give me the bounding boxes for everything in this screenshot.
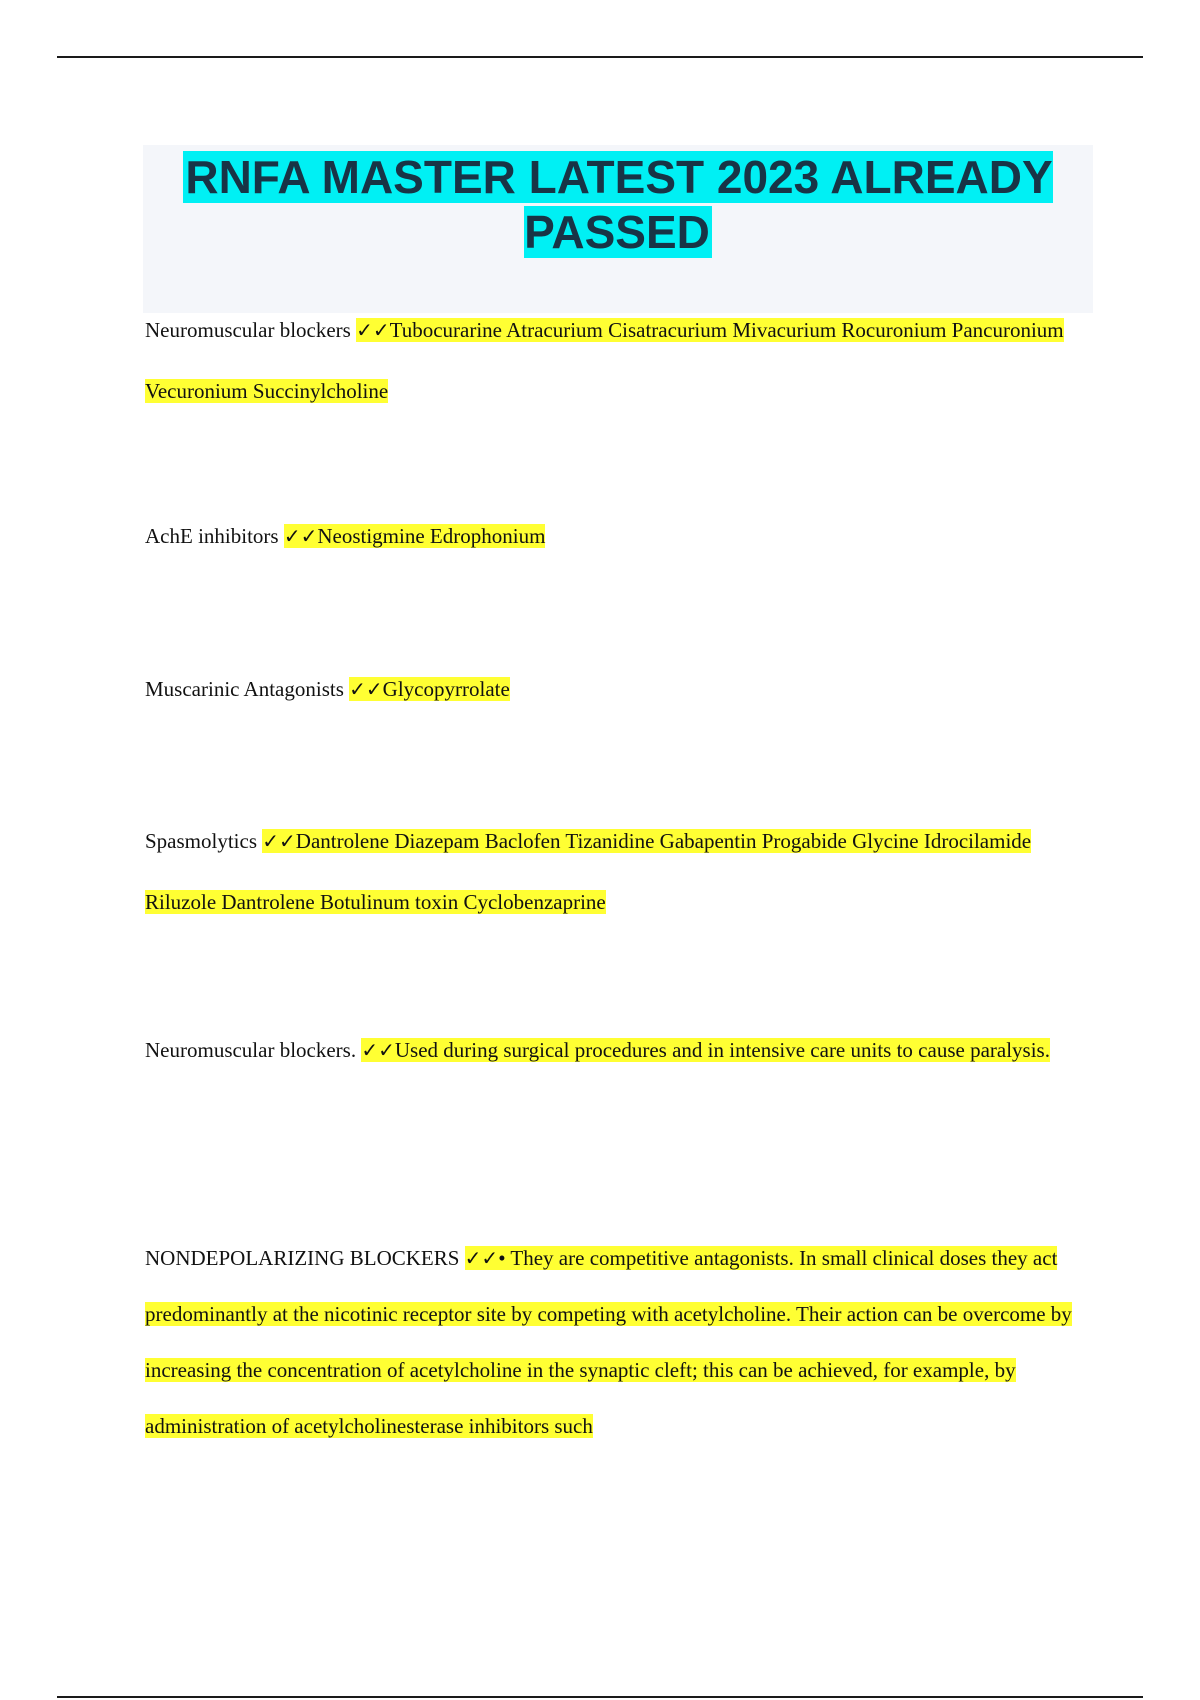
entry-term: Neuromuscular blockers. (145, 1038, 357, 1062)
entry-nondepolarizing-blockers (145, 1230, 1095, 1454)
entry-answer-highlight (349, 677, 510, 701)
entry-term: Neuromuscular blockers (145, 318, 351, 342)
entry-neuromuscular-blockers-use (145, 1020, 1095, 1081)
entry-term: Spasmolytics (145, 829, 258, 853)
entry-answer-highlight (361, 1038, 1050, 1062)
document-title (143, 145, 1093, 260)
entry-answer-highlight (145, 1246, 1072, 1438)
entry-answer: Tubocurarine Atracurium Cisatracurium Mivacurium Rocuronium Pancuronium Vecuronium Succinylcholine (145, 318, 1064, 403)
entry-ache-inhibitors (145, 506, 1095, 567)
entry-answer: Used during surgical procedures and in intensive care units to cause paralysis. (394, 1038, 1050, 1062)
title-block (143, 145, 1093, 313)
check-mark-icon: ✓✓ (349, 677, 383, 701)
entry-spasmolytics (145, 811, 1095, 933)
title-highlight: RNFA MASTER LATEST 2023 ALREADY PASSED (185, 151, 1053, 258)
check-mark-icon: ✓✓ (262, 829, 296, 853)
entry-answer: Dantrolene Diazepam Baclofen Tizanidine Gabapentin Progabide Glycine Idrocilamide Riluzole Dantrolene Botulinum toxin Cyclobenzaprine (145, 829, 1032, 914)
entry-answer: Neostigmine Edrophonium (317, 524, 546, 548)
top-divider (57, 56, 1143, 58)
check-mark-icon: ✓✓ (361, 1038, 395, 1062)
check-mark-icon: ✓✓ (356, 318, 390, 342)
entry-term: Muscarinic Antagonists (145, 677, 344, 701)
entry-term: NONDEPOLARIZING BLOCKERS (145, 1246, 460, 1270)
entry-neuromuscular-blockers (145, 300, 1095, 422)
entry-muscarinic-antagonists (145, 659, 1095, 720)
entry-answer-highlight (284, 524, 546, 548)
check-mark-icon: ✓✓ (464, 1246, 499, 1270)
entry-answer: • They are competitive antagonists. In small clinical doses they act predominantly at the nicotinic receptor site by competing with acetylcholine. Their action can be overcome by increasing the concentration of acetylcholine in the synaptic cleft; this can be achieved, for example, by administration of acetylcholinesterase inhibitors such (145, 1246, 1072, 1438)
entry-answer: Glycopyrrolate (382, 677, 510, 701)
bottom-divider (57, 1696, 1143, 1698)
entry-term: AchE inhibitors (145, 524, 279, 548)
entry-answer-highlight (145, 829, 1031, 914)
check-mark-icon: ✓✓ (283, 524, 318, 548)
